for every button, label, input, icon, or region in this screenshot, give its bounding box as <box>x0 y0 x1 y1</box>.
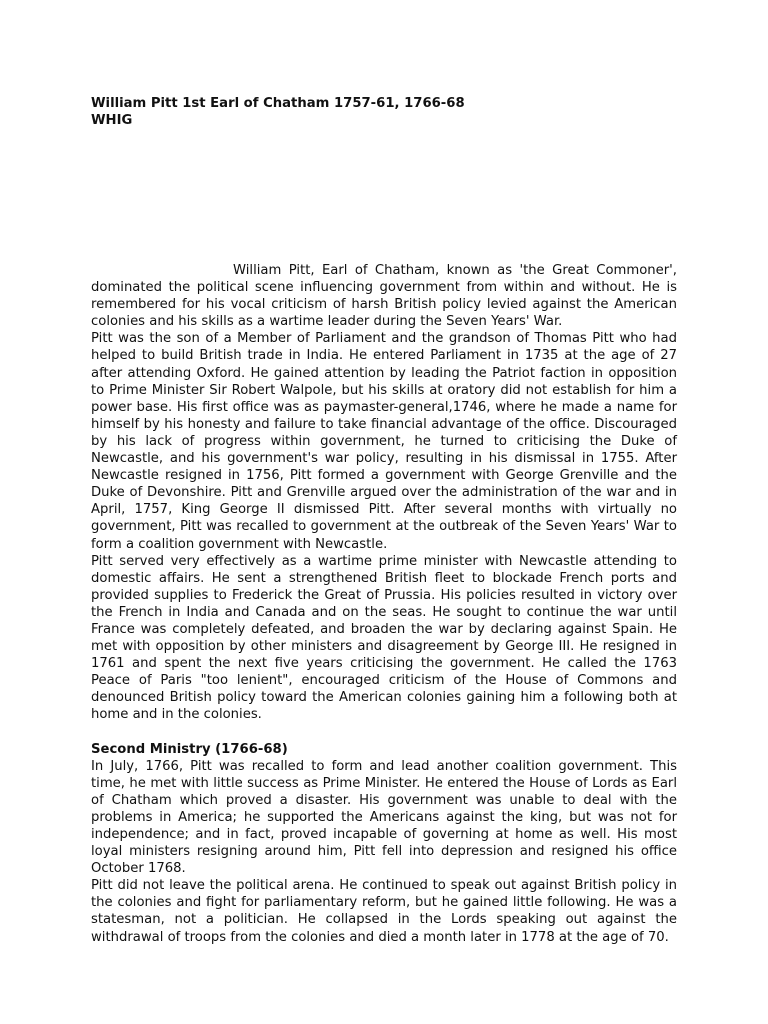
later-life-paragraph: Pitt did not leave the political arena. He continued to speak out against British policy in the colonies and fight for parliamentary reform, but he gained little following. He was a statesman, not a politician. He collapsed in the Lords speaking out against the withdrawal of troops from the colonies and died a month later in 1778 at the age of 70. <box>91 878 677 945</box>
intro-paragraph: William Pitt, Earl of Chatham, known as 'the Great Commoner', dominated the political scene influencing government from within and without. He is remembered for his vocal criticism of harsh British policy levied against the American colonies and his skills as a wartime leader during the Seven Years' War. <box>91 263 677 330</box>
party-label: WHIG <box>91 113 133 128</box>
section-heading: Second Ministry (1766-68) <box>91 741 288 757</box>
second-ministry-paragraph: In July, 1766, Pitt was recalled to form and lead another coalition government. This time, he met with little success as Prime Minister. He entered the House of Lords as Earl of Chatham which proved a disaster. His government was unable to deal with the problems in America; he supported the Americans against the king, but was not for independence; and in fact, proved incapable of governing at home as well. His most loyal ministers resigning around him, Pitt fell into depression and resigned his office October 1768. <box>91 758 677 877</box>
document-title-block <box>91 95 677 129</box>
document-title: William Pitt 1st Earl of Chatham 1757-61, 1766-68 <box>91 96 465 111</box>
early-career-paragraph: Pitt was the son of a Member of Parliament and the grandson of Thomas Pitt who had helped to build British trade in India. He entered Parliament in 1735 at the age of 27 after attending Oxford. He gained attention by leading the Patriot faction in opposition to Prime Minister Sir Robert Walpole, but his skills at oratory did not establish for him a power base. His first office was as paymaster-general,1746, where he made a name for himself by his honesty and failure to take financial advantage of the office. Discouraged by his lack of progress within government, he turned to criticising the Duke of Newcastle, and his government's war policy, resulting in his dismissal in 1755. After Newcastle resigned in 1756, Pitt formed a government with George Grenville and the Duke of Devonshire. Pitt and Grenville argued over the administration of the war and in April, 1757, King George II dismissed Pitt. After several months with virtually no government, Pitt was recalled to government at the outbreak of the Seven Years' War to form a coalition government with Newcastle. <box>91 331 677 552</box>
wartime-paragraph: Pitt served very effectively as a wartime prime minister with Newcastle attending to domestic affairs. He sent a strengthened British fleet to blockade French ports and provided supplies to Frederick the Great of Prussia. His policies resulted in victory over the French in India and Canada and on the seas. He sought to continue the war until France was completely defeated, and broaden the war by declaring against Spain. He met with opposition by other ministers and disagreement by George III. He resigned in 1761 and spent the next five years criticising the government. He called the 1763 Peace of Paris "too lenient", encouraged criticism of the House of Commons and denounced British policy toward the American colonies gaining him a following both at home and in the colonies. <box>91 553 677 723</box>
document-body <box>91 262 677 946</box>
